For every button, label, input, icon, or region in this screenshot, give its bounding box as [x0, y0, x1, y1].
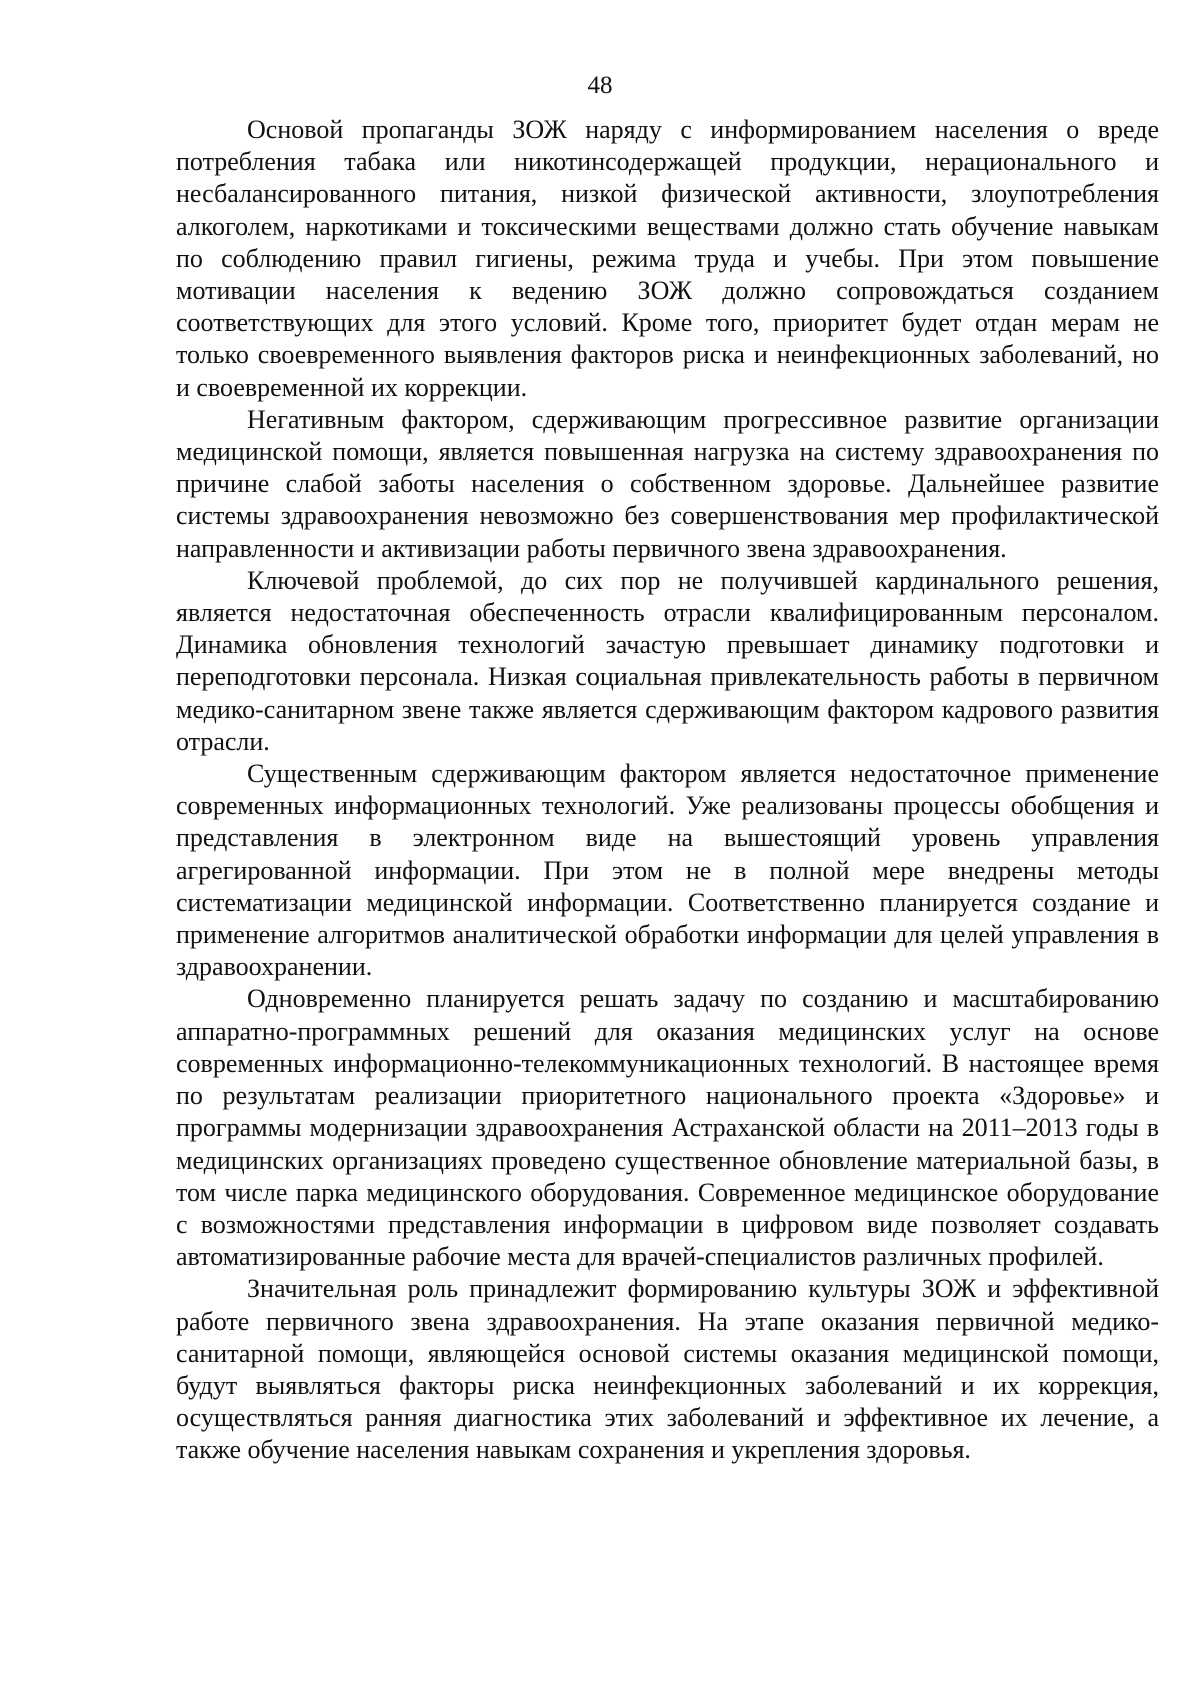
- paragraph-healthcare-burden: Негативным фактором, сдерживающим прогрессивное развитие организации медицинской помощи, является повышенная нагрузка на систему здравоохранения по причине слабой заботы населения о собственном здоровье. Дальнейшее развитие системы здравоохранения невозможно без совершенствования мер профилактической направленности и активизации работы первичного звена здравоохранения.: [176, 404, 1159, 563]
- paragraph-telecommunication-solutions: Одновременно планируется решать задачу по созданию и масштабированию аппаратно-программных решений для оказания медицинских услуг на основе современных информационно-телекоммуникационных технологий. В настоящее время по результатам реализации приоритетного национального проекта «Здоровье» и программы модернизации здравоохранения Астраханской области на 2011–2013 годы в медицинских организациях проведено существенное обновление материальной базы, в том числе парка медицинского оборудования. Современное медицинское оборудование с возможностями представления информации в цифровом виде позволяет создавать автоматизированные рабочие места для врачей-специалистов различных профилей.: [176, 984, 1159, 1272]
- body-text: [176, 114, 1159, 1467]
- paragraph-information-technologies: Существенным сдерживающим фактором является недостаточное применение современных информационных технологий. Уже реализованы процессы обобщения и представления в электронном виде на вышестоящий уровень управления агрегированной информации. При этом не в полной мере внедрены методы систематизации медицинской информации. Соответственно планируется создание и применение алгоритмов аналитической обработки информации для целей управления в здравоохранении.: [176, 759, 1159, 982]
- paragraph-healthy-lifestyle-propaganda: Основой пропаганды ЗОЖ наряду с информированием населения о вреде потребления табака или никотинсодержащей продукции, нерационального и несбалансированного питания, низкой физической активности, злоупотребления алкоголем, наркотиками и токсическими веществами должно стать обучение навыкам по соблюдению правил гигиены, режима труда и учебы. При этом повышение мотивации населения к ведению ЗОЖ должно сопровождаться созданием соответствующих для этого условий. Кроме того, приоритет будет отдан мерам не только своевременного выявления факторов риска и неинфекционных заболеваний, но и своевременной их коррекции.: [176, 115, 1159, 402]
- paragraph-staffing-problem: Ключевой проблемой, до сих пор не получившей кардинального решения, является недостаточная обеспеченность отрасли квалифицированным персоналом. Динамика обновления технологий зачастую превышает динамику подготовки и переподготовки персонала. Низкая социальная привлекательность работы в первичном медико-санитарном звене также является сдерживающим фактором кадрового развития отрасли.: [176, 565, 1159, 756]
- page-number: 48: [587, 72, 613, 99]
- paragraph-primary-care-role: Значительная роль принадлежит формированию культуры ЗОЖ и эффективной работе первичного звена здравоохранения. На этапе оказания первичной медико-санитарной помощи, являющейся основой системы оказания медицинской помощи, будут выявляться факторы риска неинфекционных заболеваний и их коррекция, осуществляться ранняя диагностика этих заболеваний и эффективное их лечение, а также обучение населения навыкам сохранения и укрепления здоровья.: [176, 1274, 1159, 1465]
